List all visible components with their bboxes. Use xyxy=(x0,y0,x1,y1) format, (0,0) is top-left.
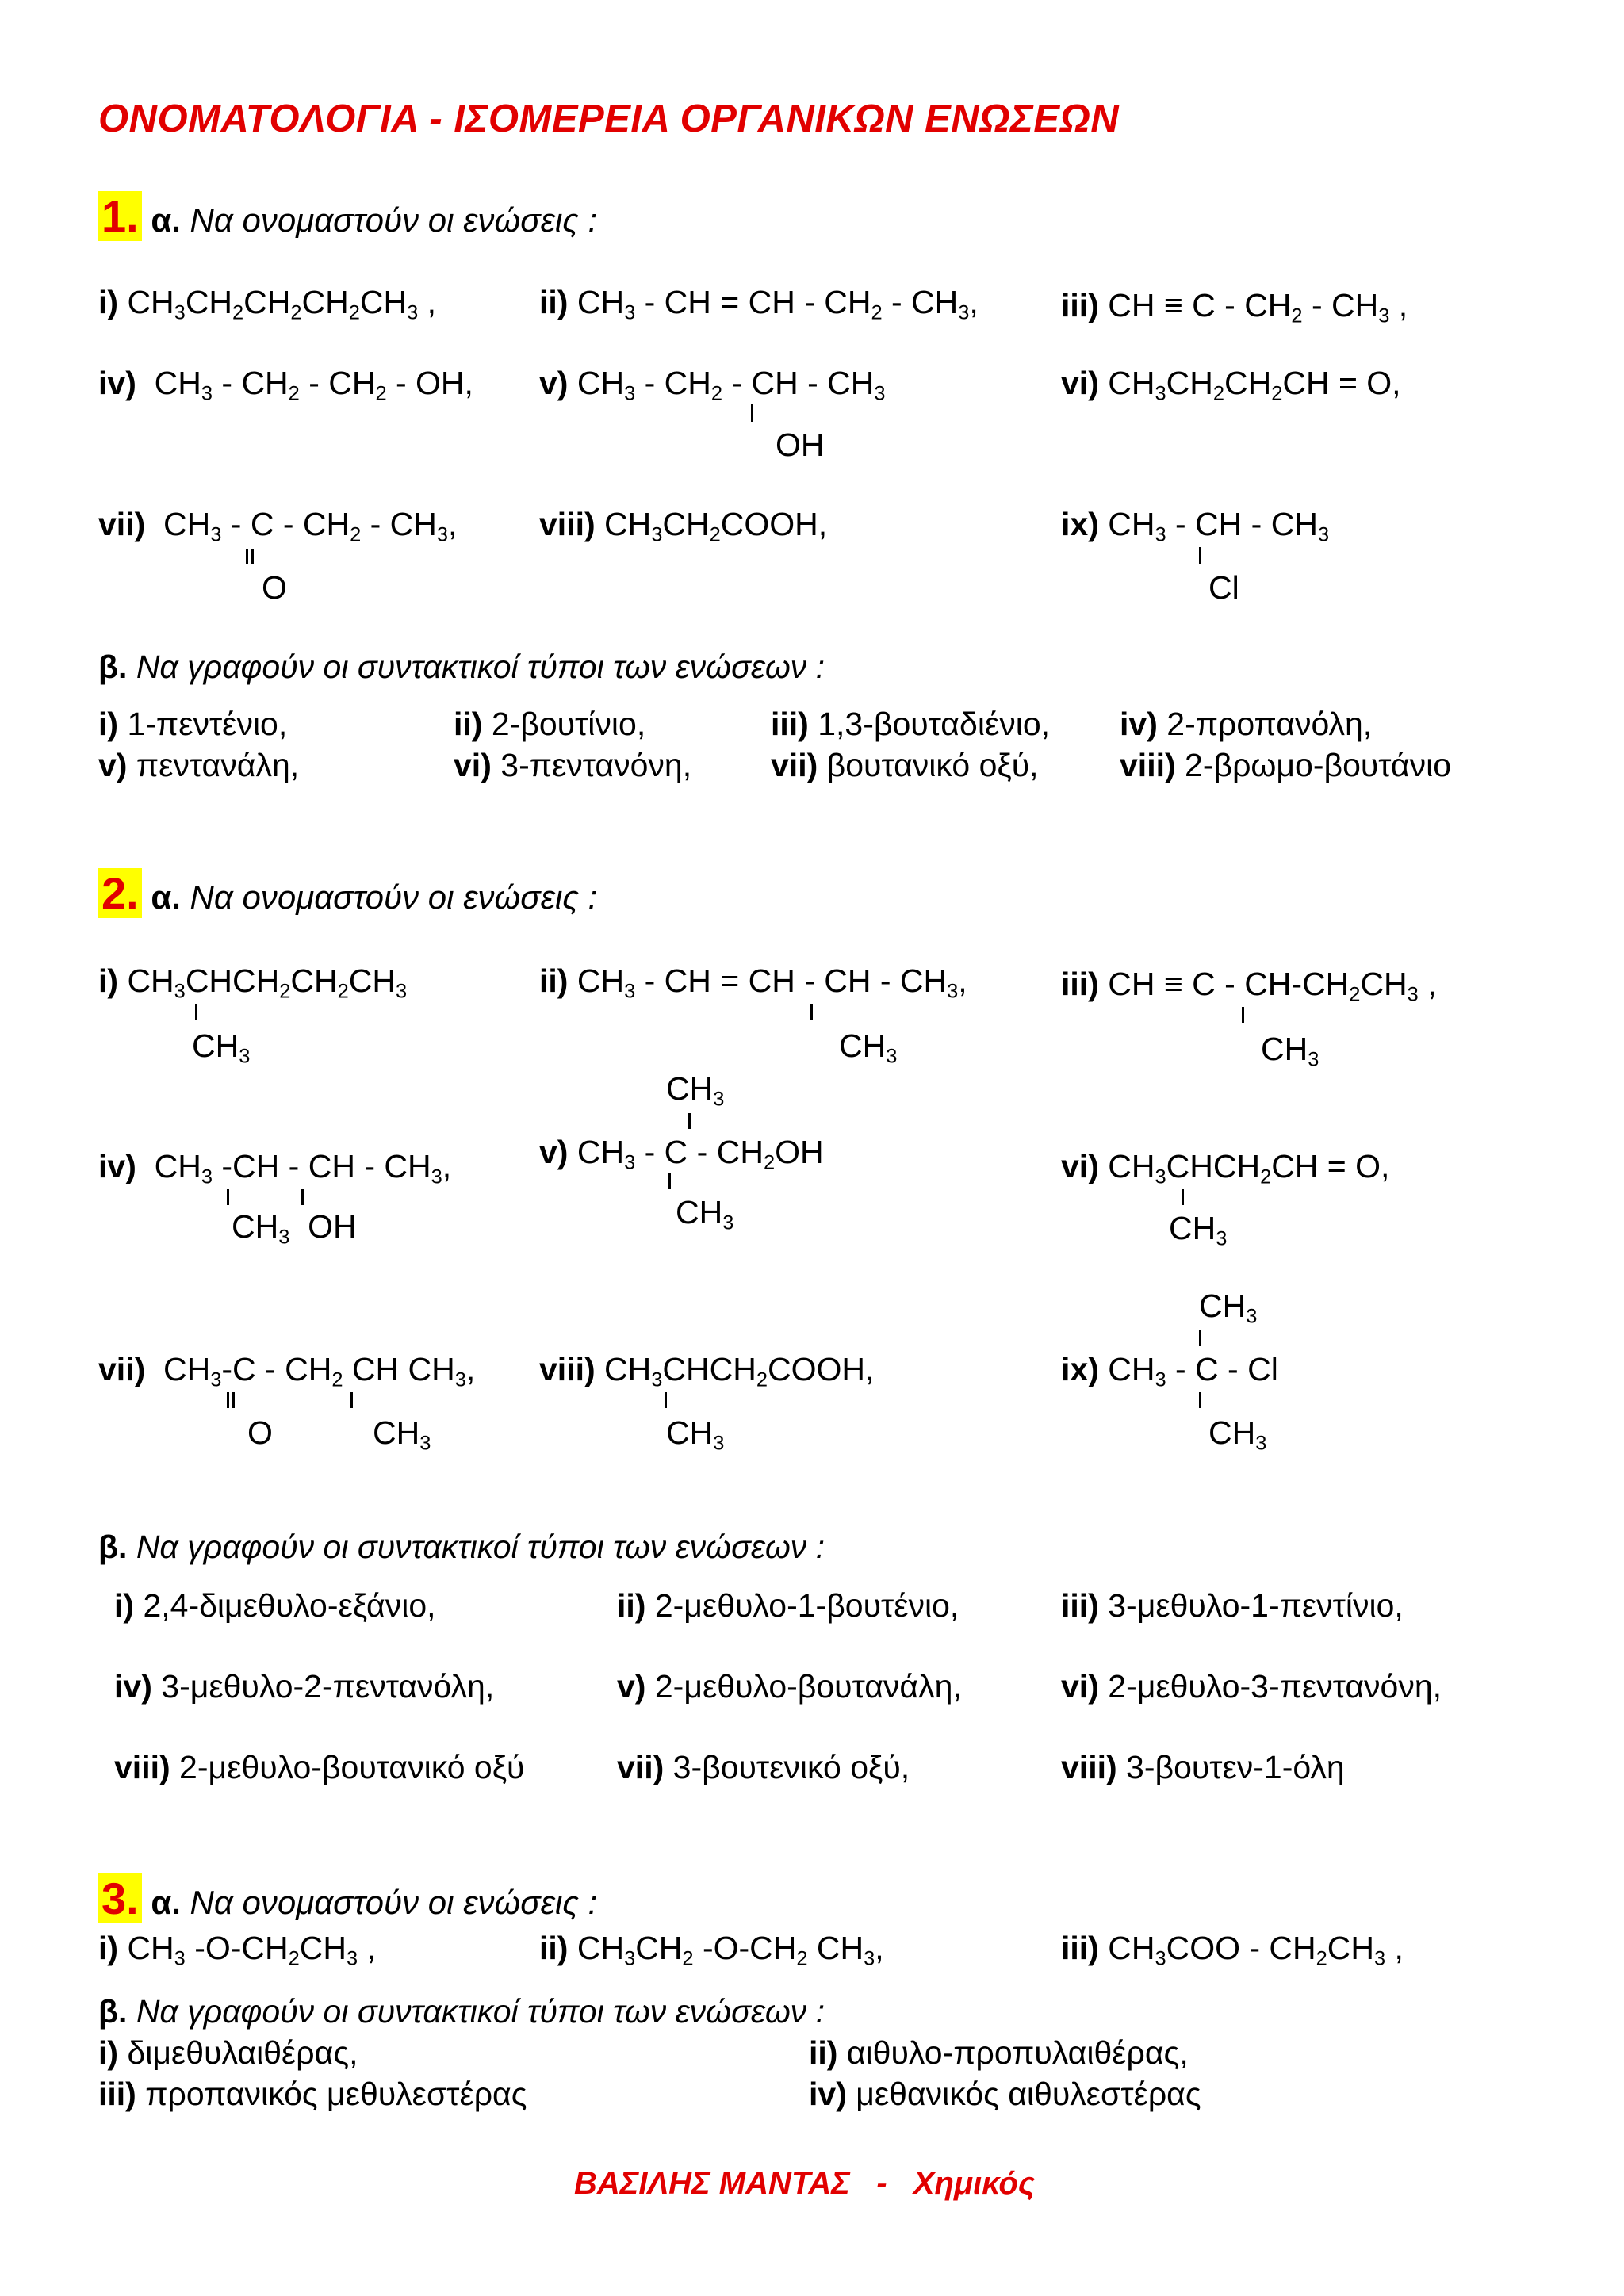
q2-iii-label: iii) xyxy=(1061,966,1099,1002)
q2-vi-substituent: $CH_3$ xyxy=(1169,1210,1228,1250)
q1-name-v xyxy=(98,747,299,784)
q2-a-text: Να ονομαστούν οι ενώσεις : xyxy=(190,878,598,916)
q2-ii-bond xyxy=(810,1004,813,1020)
q2-viii-label: viii) xyxy=(539,1351,596,1387)
q2-name-iii-label: iii) xyxy=(1061,1587,1099,1624)
q3-compound-iii xyxy=(1061,1930,1404,1971)
q1-name-iv-text: 2-προπανόλη, xyxy=(1166,706,1373,742)
q1-iv-label: iv) xyxy=(98,365,136,401)
q1-vii-substituent: O xyxy=(262,569,287,606)
q2-name-ix-label: viii) xyxy=(1061,1749,1117,1785)
q1-name-vii-text: βουτανικό οξύ, xyxy=(826,747,1039,783)
q3-name-ii-label: ii) xyxy=(809,2034,838,2071)
q2-name-ii-label: ii) xyxy=(617,1587,646,1624)
q2-b-label: β. xyxy=(98,1529,128,1565)
q2-iv-substituents: $CH_3$ OH xyxy=(232,1208,357,1249)
q2-name-iii-text: 3-μεθυλο-1-πεντίνιο, xyxy=(1108,1587,1404,1624)
q2-i-label: i) xyxy=(98,962,119,999)
q2-name-iv-text: 3-μεθυλο-2-πεντανόλη, xyxy=(161,1668,495,1705)
q1-name-vi-label: vi) xyxy=(454,747,492,783)
q2-ii-formula: $CH_3$ - CH = CH - CH - $CH_3$, xyxy=(576,962,967,1003)
q2-name-vi-text: 2-μεθυλο-3-πεντανόνη, xyxy=(1108,1668,1442,1705)
q1-name-i xyxy=(98,706,287,743)
q2-ix-top-bond xyxy=(1199,1330,1201,1346)
q3-header xyxy=(98,1873,597,1924)
q2-compound-ix xyxy=(1061,1351,1278,1392)
q1-ii-formula: $CH_3$ - CH = CH - $CH_2 - CH_3$, xyxy=(576,284,979,324)
q2-compound-vii xyxy=(98,1351,475,1392)
q3-name-i xyxy=(98,2034,358,2072)
q1-v-substituent: OH xyxy=(776,427,825,463)
q1-a-label: α. xyxy=(151,201,181,239)
q2-vi-label: vi) xyxy=(1061,1148,1099,1184)
q1-name-i-label: i) xyxy=(98,706,119,742)
footer-separator: - xyxy=(876,2166,887,2201)
q1-name-v-label: v) xyxy=(98,747,128,783)
q1-name-viii-text: 2-βρωμο-βουτάνιο xyxy=(1185,747,1452,783)
q2-vi-formula: $CH_3CHCH_2CH = O$, xyxy=(1108,1148,1390,1188)
q2-ix-top: $CH_3$ xyxy=(1199,1288,1258,1328)
q2-compound-iii xyxy=(1061,966,1437,1007)
q2-header xyxy=(98,867,597,919)
q1-v-formula: $CH_3 - CH_2$ - CH - $CH_3$ xyxy=(576,365,886,405)
q2-a-label: α. xyxy=(151,878,181,916)
q1-name-viii xyxy=(1120,747,1451,784)
q2-number: 2. xyxy=(98,868,142,918)
footer-author: ΒΑΣΙΛΗΣ ΜΑΝΤΑΣ xyxy=(574,2166,850,2201)
q3-number: 3. xyxy=(98,1873,142,1923)
q2-ii-label: ii) xyxy=(539,962,569,999)
q3-name-ii xyxy=(809,2034,1189,2072)
footer xyxy=(574,2166,1035,2202)
q2-iv-bond-2 xyxy=(301,1189,304,1205)
q2-i-formula: $CH_3CHCH_2CH_2CH_3$ xyxy=(127,962,408,1003)
q3-compound-ii xyxy=(539,1930,884,1971)
q3-i-label: i) xyxy=(98,1930,119,1966)
q3-ii-label: ii) xyxy=(539,1930,569,1966)
q3-name-i-label: i) xyxy=(98,2034,119,2071)
q2-name-i-label: i) xyxy=(114,1587,135,1624)
q3-b-header xyxy=(98,1993,825,2030)
q1-vii-label: vii) xyxy=(98,506,146,542)
page-title: ΟΝΟΜΑΤΟΛΟΓΙΑ - ΙΣΟΜΕΡΕΙΑ ΟΡΓΑΝΙΚΩΝ ΕΝΩΣΕΩΝ xyxy=(98,98,1120,140)
q1-name-iv xyxy=(1120,706,1372,743)
q2-viii-substituent: $CH_3$ xyxy=(666,1414,725,1455)
q1-name-v-text: πεντανάλη, xyxy=(136,747,300,783)
footer-role: Χημικός xyxy=(913,2166,1036,2201)
q1-compound-i xyxy=(98,284,436,325)
q1-compound-iv xyxy=(98,365,473,406)
q1-ix-substituent: Cl xyxy=(1208,569,1239,606)
q2-name-iii xyxy=(1061,1587,1404,1624)
q2-ix-label: ix) xyxy=(1061,1351,1099,1387)
q2-v-substituent: $CH_3$ xyxy=(676,1194,734,1234)
q1-compound-viii xyxy=(539,506,827,547)
q2-ix-formula: $CH_3$ - C - Cl xyxy=(1108,1351,1278,1391)
q3-compound-i xyxy=(98,1930,376,1971)
q3-name-iv xyxy=(809,2076,1201,2113)
q2-iv-label: iv) xyxy=(98,1148,136,1184)
q1-name-iii xyxy=(771,706,1050,743)
q3-b-label: β. xyxy=(98,1993,128,2030)
q1-compound-vi xyxy=(1061,365,1401,406)
q2-compound-vi xyxy=(1061,1148,1389,1189)
q2-name-ix-text: 3-βουτεν-1-όλη xyxy=(1126,1749,1345,1785)
q3-name-iv-label: iv) xyxy=(809,2076,847,2112)
q1-vii-formula: $CH_3$ - C - $CH_2 - CH_3$, xyxy=(154,506,458,546)
q1-number: 1. xyxy=(98,191,142,241)
q1-name-i-text: 1-πεντένιο, xyxy=(127,706,288,742)
q3-a-text: Να ονομαστούν οι ενώσεις : xyxy=(190,1884,598,1921)
q2-name-vii-text: 2-μεθυλο-βουτανικό οξύ xyxy=(179,1749,525,1785)
q1-vi-formula: $CH_3CH_2CH_2CH = O$, xyxy=(1108,365,1401,405)
q1-b-text: Να γραφούν οι συντακτικοί τύποι των ενώσεων : xyxy=(136,649,825,685)
q3-name-ii-text: αιθυλο-προπυλαιθέρας, xyxy=(846,2034,1189,2071)
q2-iv-bond-1 xyxy=(227,1189,229,1205)
q1-vii-double-bond xyxy=(246,549,254,564)
q2-ix-bottom-bond xyxy=(1199,1392,1201,1408)
q2-vii-double-bond xyxy=(227,1392,235,1408)
q1-name-viii-label: viii) xyxy=(1120,747,1176,783)
q2-vii-oxygen: O xyxy=(247,1414,273,1451)
q2-compound-v xyxy=(539,1134,824,1175)
q1-name-iv-label: iv) xyxy=(1120,706,1158,742)
q2-name-v-text: 2-μεθυλο-βουτανάλη, xyxy=(654,1668,962,1705)
q2-name-iv xyxy=(114,1668,494,1705)
q1-name-vi xyxy=(454,747,691,784)
q3-a-label: α. xyxy=(151,1884,181,1921)
q1-ii-label: ii) xyxy=(539,284,569,320)
q2-b-header xyxy=(98,1529,825,1566)
q1-name-ii-label: ii) xyxy=(454,706,483,742)
q3-name-iii-text: προπανικός μεθυλεστέρας xyxy=(145,2076,527,2112)
q2-compound-ii xyxy=(539,962,967,1004)
q1-name-vii xyxy=(771,747,1039,784)
q1-name-iii-text: 1,3-βουταδιένιο, xyxy=(818,706,1051,742)
q2-iii-bond xyxy=(1242,1007,1244,1023)
q1-v-label: v) xyxy=(539,365,569,401)
q3-ii-formula: $CH_3CH_2$ $-O-CH_2$ $CH_3$, xyxy=(576,1930,884,1970)
q2-compound-viii xyxy=(539,1351,874,1392)
q2-compound-i xyxy=(98,962,407,1004)
q1-viii-formula: $CH_3CH_2COOH$, xyxy=(604,506,828,546)
q1-compound-v xyxy=(539,365,885,406)
q1-ix-formula: $CH_3$ - CH - $CH_3$ xyxy=(1108,506,1330,546)
q2-v-top: $CH_3$ xyxy=(666,1070,725,1111)
q2-vii-formula: $CH_3-C - CH_2$ CH $CH_3$, xyxy=(154,1351,476,1391)
q2-i-bond xyxy=(195,1004,197,1020)
q2-name-ii xyxy=(617,1587,959,1624)
q3-iii-formula: $CH_3COO - CH_2CH_3$ , xyxy=(1108,1930,1404,1970)
q1-viii-label: viii) xyxy=(539,506,596,542)
q2-i-substituent: $CH_3$ xyxy=(192,1027,251,1068)
q2-name-viii xyxy=(617,1749,910,1786)
q3-name-iii-label: iii) xyxy=(98,2076,136,2112)
q1-i-label: i) xyxy=(98,284,119,320)
q1-v-bond xyxy=(751,404,753,422)
q3-b-text: Να γραφούν οι συντακτικοί τύποι των ενώσεων : xyxy=(136,1993,825,2030)
q1-iii-formula: CH ≡ C - $CH_2 - CH_3$ , xyxy=(1108,287,1408,327)
q3-name-i-text: διμεθυλαιθέρας, xyxy=(127,2034,358,2071)
q3-i-formula: $CH_3$ $-O-CH_2CH_3$ , xyxy=(127,1930,376,1970)
q1-b-header xyxy=(98,649,825,686)
q2-vi-bond xyxy=(1182,1189,1184,1205)
q2-vii-methyl: $CH_3$ xyxy=(373,1414,431,1455)
q2-ii-substituent: $CH_3$ xyxy=(839,1027,898,1068)
q2-v-top-bond xyxy=(688,1113,691,1129)
q1-iii-label: iii) xyxy=(1061,287,1099,323)
q1-ix-bond xyxy=(1199,547,1201,564)
q1-name-ii-text: 2-βουτίνιο, xyxy=(491,706,646,742)
q2-name-vii xyxy=(114,1749,524,1786)
q1-name-ii xyxy=(454,706,645,743)
q3-name-iii xyxy=(98,2076,527,2113)
q2-name-v xyxy=(617,1668,962,1705)
q2-name-i-text: 2,4-διμεθυλο-εξάνιο, xyxy=(143,1587,436,1624)
q2-name-viii-text: 3-βουτενικό οξύ, xyxy=(672,1749,910,1785)
q2-b-text: Να γραφούν οι συντακτικοί τύποι των ενώσεων : xyxy=(136,1529,825,1565)
q1-name-vi-text: 3-πεντανόνη, xyxy=(500,747,692,783)
q2-v-bond xyxy=(668,1173,671,1189)
q2-name-ix xyxy=(1061,1749,1345,1786)
q1-compound-ix xyxy=(1061,506,1329,547)
q1-compound-iii xyxy=(1061,287,1408,328)
q2-name-v-label: v) xyxy=(617,1668,646,1705)
q2-iv-formula: $CH_3$ -CH - CH - $CH_3$, xyxy=(145,1148,452,1188)
q2-compound-iv xyxy=(98,1148,451,1189)
q2-name-vi xyxy=(1061,1668,1442,1705)
q3-iii-label: iii) xyxy=(1061,1930,1099,1966)
q1-name-vii-label: vii) xyxy=(771,747,818,783)
q2-name-vii-label: viii) xyxy=(114,1749,170,1785)
q1-b-label: β. xyxy=(98,649,128,685)
q1-a-text: Να ονομαστούν οι ενώσεις : xyxy=(190,201,598,239)
q1-iv-formula: $CH_3 - CH_2 - CH_2$ - OH, xyxy=(145,365,473,405)
q2-vii-label: vii) xyxy=(98,1351,146,1387)
q3-name-iv-text: μεθανικός αιθυλεστέρας xyxy=(856,2076,1201,2112)
q2-vii-bond xyxy=(350,1392,353,1408)
q1-compound-ii xyxy=(539,284,979,325)
q2-ix-substituent: $CH_3$ xyxy=(1208,1414,1267,1455)
q2-iii-substituent: $CH_3$ xyxy=(1261,1031,1320,1071)
q1-ix-label: ix) xyxy=(1061,506,1099,542)
q2-viii-bond xyxy=(665,1392,667,1408)
q2-v-formula: $CH_3$ - C - $CH_2OH$ xyxy=(576,1134,824,1174)
q1-i-formula: $CH_3CH_2CH_2CH_2CH_3$ , xyxy=(127,284,437,324)
q1-vi-label: vi) xyxy=(1061,365,1099,401)
q2-name-i xyxy=(114,1587,436,1624)
q2-name-iv-label: iv) xyxy=(114,1668,152,1705)
q2-v-label: v) xyxy=(539,1134,569,1170)
q2-name-vi-label: vi) xyxy=(1061,1668,1099,1705)
q2-name-viii-label: vii) xyxy=(617,1749,665,1785)
q2-viii-formula: $CH_3CHCH_2COOH$, xyxy=(604,1351,875,1391)
q1-header xyxy=(98,190,597,242)
q2-iii-formula: CH ≡ C - $CH-CH_2CH_3$ , xyxy=(1108,966,1437,1006)
q1-compound-vii xyxy=(98,506,457,547)
q2-name-ii-text: 2-μεθυλο-1-βουτένιο, xyxy=(654,1587,959,1624)
q1-name-iii-label: iii) xyxy=(771,706,809,742)
